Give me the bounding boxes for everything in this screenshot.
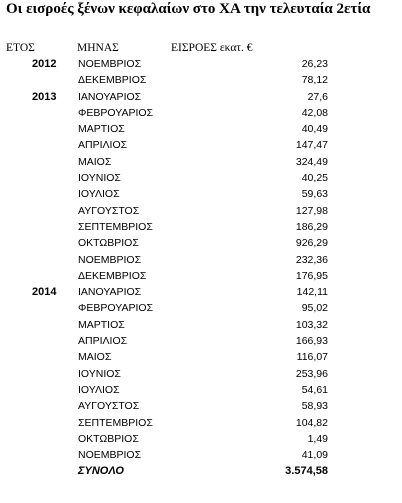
header-month: ΜΗΝΑΣ (77, 42, 119, 54)
table-row (0, 268, 402, 284)
row-value: 104,82 (295, 416, 328, 429)
row-value: 27,6 (307, 90, 328, 103)
row-month: ΙΑΝΟΥΑΡΙΟΣ (78, 286, 142, 299)
table-row (0, 382, 402, 398)
table-row (0, 333, 402, 349)
table-row (0, 252, 402, 268)
row-month: ΙΟΥΛΙΟΣ (78, 188, 120, 201)
row-month: ΑΥΓΟΥΣΤΟΣ (78, 204, 140, 217)
row-month: ΜΑΙΟΣ (78, 155, 112, 168)
row-value: 58,93 (301, 400, 328, 413)
row-value: 186,29 (295, 220, 328, 233)
row-month: ΙΑΝΟΥΑΡΙΟΣ (78, 90, 142, 103)
row-value: 232,36 (295, 253, 328, 266)
row-value: 59,63 (301, 188, 328, 201)
row-month: ΙΟΥΝΙΟΣ (78, 367, 121, 380)
row-month: ΟΚΤΩΒΡΙΟΣ (78, 237, 139, 250)
row-value: 95,02 (301, 302, 328, 315)
table-row (0, 235, 402, 251)
row-value: 41,09 (301, 449, 328, 462)
row-month: ΟΚΤΩΒΡΙΟΣ (78, 432, 139, 445)
table-row (0, 366, 402, 382)
table-row (0, 317, 402, 333)
row-month: ΜΑΡΤΙΟΣ (78, 123, 125, 136)
row-month: ΑΥΓΟΥΣΤΟΣ (78, 400, 140, 413)
row-month: ΝΟΕΜΒΡΙΟΣ (78, 449, 142, 462)
table-row (0, 170, 402, 186)
row-month: ΑΠΡΙΛΙΟΣ (78, 335, 128, 348)
row-year: 2014 (32, 286, 57, 299)
row-month: ΝΟΕΜΒΡΙΟΣ (78, 253, 142, 266)
table-row (0, 398, 402, 414)
table-row (0, 447, 402, 463)
row-value: 142,11 (296, 286, 328, 299)
row-value: 147,47 (295, 139, 328, 152)
row-value: 116,07 (296, 351, 328, 364)
row-month: ΙΟΥΛΙΟΣ (78, 383, 120, 396)
table-row (0, 105, 402, 121)
table-row (0, 349, 402, 365)
total-label: ΣΥΝΟΛΟ (78, 465, 124, 478)
total-value: 3.574,58 (285, 465, 328, 478)
row-month: ΝΟΕΜΒΡΙΟΣ (78, 58, 142, 70)
table-row (0, 154, 402, 170)
row-month: ΣΕΠΤΕΜΒΡΙΟΣ (78, 220, 153, 233)
row-year: 2012 (32, 58, 57, 70)
table-row (0, 415, 402, 431)
header-year: ΕΤΟΣ (6, 42, 35, 54)
row-month: ΙΟΥΝΙΟΣ (78, 172, 121, 185)
row-value: 54,61 (301, 383, 328, 396)
row-value: 78,12 (301, 74, 328, 87)
row-value: 103,32 (295, 318, 328, 331)
table-row (0, 300, 402, 316)
table-row (0, 89, 402, 105)
table-row (0, 121, 402, 137)
table-row (0, 186, 402, 202)
table-row (0, 137, 402, 153)
table-row (0, 431, 402, 447)
table-row (0, 284, 402, 300)
header-inflows: ΕΙΣΡΟΕΣ εκατ. € (171, 42, 253, 54)
inflows-table (0, 56, 402, 479)
table-row (0, 56, 402, 72)
row-value: 40,49 (301, 123, 328, 136)
row-value: 42,08 (301, 106, 328, 119)
row-value: 40,25 (301, 172, 328, 185)
row-month: ΔΕΚΕΜΒΡΙΟΣ (78, 74, 147, 87)
total-row (0, 463, 402, 479)
row-month: ΜΑΡΤΙΟΣ (78, 318, 125, 331)
row-month: ΦΕΒΡΟΥΑΡΙΟΣ (78, 302, 154, 315)
row-value: 1,49 (307, 432, 328, 445)
row-value: 26,23 (301, 58, 328, 70)
row-month: ΔΕΚΕΜΒΡΙΟΣ (78, 269, 147, 282)
row-value: 926,29 (295, 237, 328, 250)
row-value: 176,95 (295, 269, 328, 282)
row-month: ΦΕΒΡΟΥΑΡΙΟΣ (78, 106, 154, 119)
row-value: 253,96 (295, 367, 328, 380)
row-month: ΜΑΙΟΣ (78, 351, 112, 364)
row-value: 127,98 (295, 204, 328, 217)
table-row (0, 219, 402, 235)
row-year: 2013 (32, 90, 57, 103)
row-month: ΑΠΡΙΛΙΟΣ (78, 139, 128, 152)
page-title: Οι εισροές ξένων κεφαλαίων στο ΧΑ την τελευταία 2ετία (6, 1, 371, 17)
table-row (0, 72, 402, 88)
row-value: 324,49 (295, 155, 328, 168)
row-month: ΣΕΠΤΕΜΒΡΙΟΣ (78, 416, 153, 429)
table-row (0, 203, 402, 219)
row-value: 166,93 (295, 335, 328, 348)
